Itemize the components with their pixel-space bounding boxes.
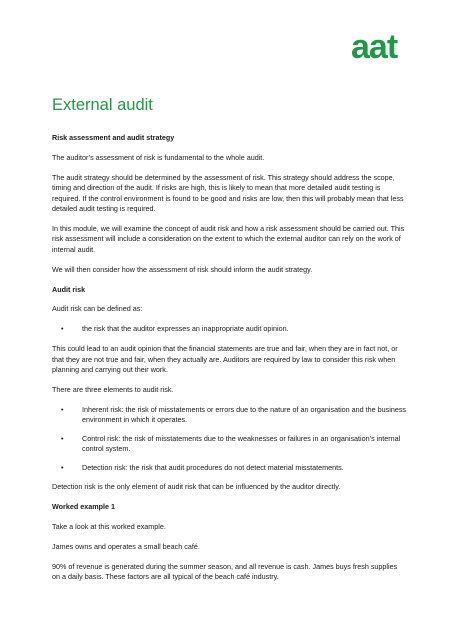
paragraph: The audit strategy should be determined by the assessment of risk. This strategy should address the scope, timing and direction of the audit. If risks are high, this is likely to mean that more detailed audit testing is required. If the control environment is found to be good and risks are low, then this will probably mean that less detailed audit testing is required. (52, 172, 404, 214)
list-item (52, 434, 407, 455)
list-item-text: Detection risk: the risk that audit procedures do not detect material misstatements. (82, 462, 344, 472)
logo-text: aat (351, 28, 398, 66)
bullet-icon: • (61, 433, 64, 443)
paragraph: James owns and operates a small beach café. (52, 542, 200, 552)
document-body (52, 95, 407, 592)
paragraph: Detection risk is the only element of audit risk that can be influenced by the auditor directly. (52, 482, 341, 492)
list-item (52, 324, 407, 334)
list-item-text: Inherent risk: the risk of misstatements or errors due to the nature of an organisation and the business environment in which it operates. (82, 404, 407, 425)
paragraph: Take a look at this worked example. (52, 522, 166, 532)
bullet-icon: • (61, 324, 64, 334)
list-item-text: the risk that the auditor expresses an inappropriate audit opinion. (82, 324, 289, 334)
paragraph: In this module, we will examine the concept of audit risk and how a risk assessment should be carried out. This risk assessment will include a consideration on the extent to which the external auditor can rely on the work of internal audit. (52, 223, 405, 254)
page-title: External audit (52, 96, 153, 114)
bullet-icon: • (61, 462, 64, 472)
section-heading-risk: Risk assessment and audit strategy (52, 133, 175, 142)
paragraph: The auditor’s assessment of risk is fundamental to the whole audit. (52, 152, 265, 162)
list-item (52, 463, 407, 473)
aat-logo (351, 28, 413, 66)
elements-list (52, 405, 407, 473)
section-heading-worked-example: Worked example 1 (52, 502, 115, 512)
bullet-icon: • (61, 404, 64, 414)
paragraph: 90% of revenue is generated during the summer season, and all revenue is cash. James buys fresh supplies on a daily basis. These factors are all typical of the beach café industry. (52, 562, 398, 582)
list-item (52, 405, 407, 426)
list-item-text: Control risk: the risk of misstatements due to the weaknesses or failures in an organisation’s internal control system. (82, 433, 401, 454)
section-heading-audit-risk: Audit risk (52, 284, 86, 294)
paragraph: Audit risk can be defined as: (52, 304, 143, 314)
paragraph: There are three elements to audit risk. (52, 385, 174, 394)
paragraph: We will then consider how the assessment of risk should inform the audit strategy. (52, 264, 313, 274)
paragraph: This could lead to an audit opinion that the financial statements are true and fair, when they are in fact not, or that they are not true and fair, when they actually are. Auditors are required by law to consider this risk when planning and carrying out their work. (52, 344, 398, 375)
definition-list (52, 324, 407, 334)
